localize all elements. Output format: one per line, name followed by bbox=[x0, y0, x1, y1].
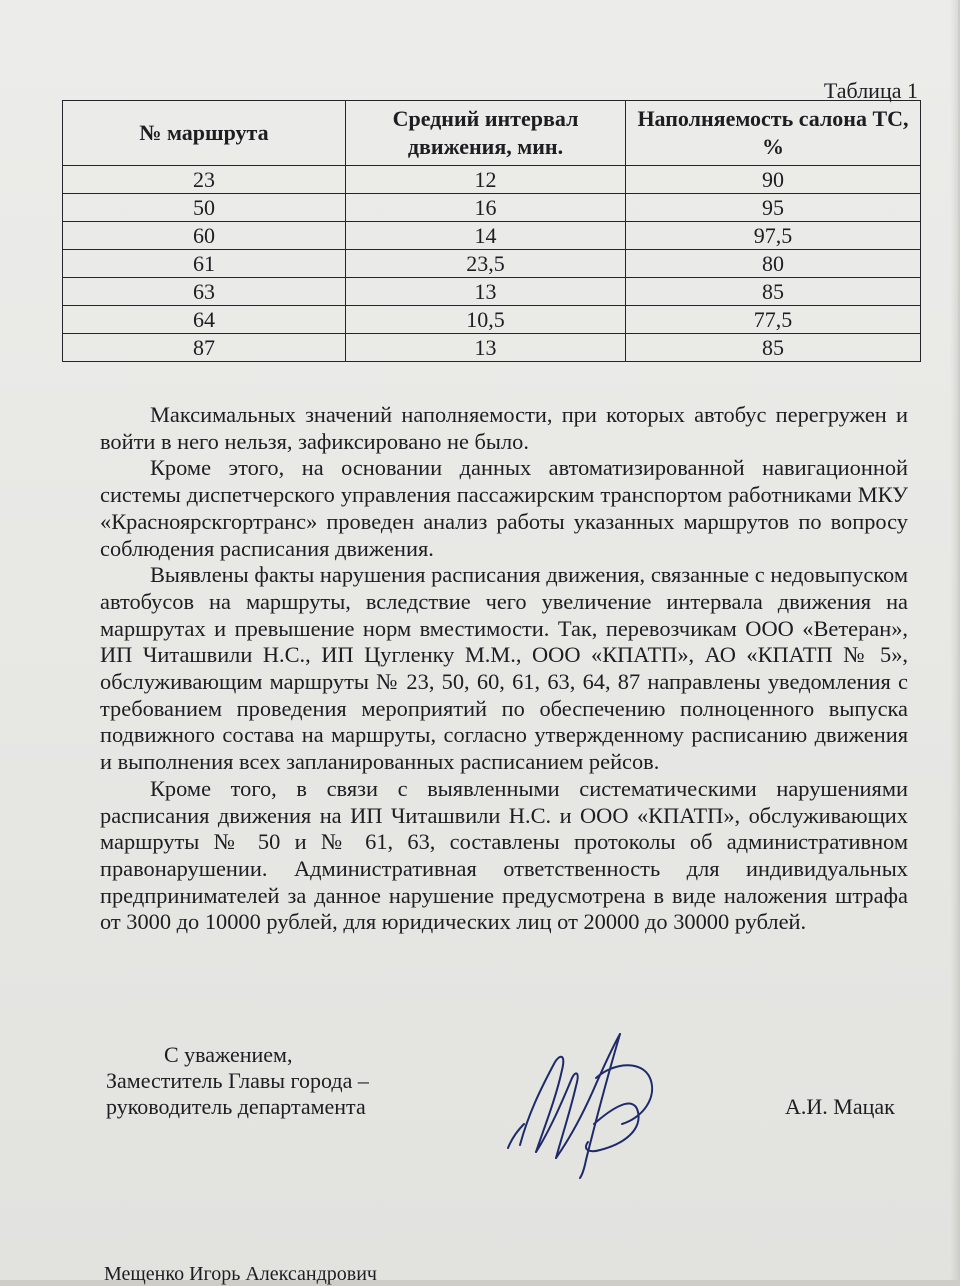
header-route-number: № маршрута bbox=[63, 101, 346, 166]
paragraph-analysis: Кроме этого, на основании данных автоматизированной навигационной системы диспетчерского управления пассажирским транспортом работниками МКУ «Красноярскгортранс» проведен анализ работы указанных маршрутов по вопросу соблюдения расписания движения. bbox=[100, 455, 908, 561]
cell-route: 63 bbox=[63, 278, 346, 306]
position-line-2: руководитель департамента bbox=[106, 1094, 366, 1119]
cell-interval: 16 bbox=[346, 194, 626, 222]
signature-stroke bbox=[520, 1057, 563, 1152]
executor-name: Мещенко Игорь Александрович bbox=[104, 1263, 377, 1285]
cell-route: 87 bbox=[63, 334, 346, 362]
signer-name: А.И. Мацак bbox=[785, 1094, 895, 1119]
table-row bbox=[63, 166, 921, 194]
paragraph-violations: Выявлены факты нарушения расписания движения, связанные с недовыпуском автобусов на маршруты, вследствие чего увеличение интервала движения на маршрутах и превышение норм вместимости. Так, перевозчикам ООО «Ветеран», ИП Читашвили Н.С., ИП Цугленку М.М., ООО «КПАТП», АО «КПАТП № 5», обслуживающим маршруты № 23, 50, 60, 61, 63, 64, 87 направлены уведомления с требованием проведения мероприятий по обеспечению полноценного выпуска подвижного состава на маршруты, согласно утвержденному расписанию движения и выполнения всех запланированных расписанием рейсов. bbox=[100, 562, 908, 775]
cell-occupancy: 90 bbox=[626, 166, 921, 194]
table-row bbox=[63, 222, 921, 250]
paragraph-occupancy-note: Максимальных значений наполняемости, при которых автобус перегружен и войти в него нельзя, зафиксировано не было. bbox=[100, 402, 908, 454]
cell-route: 50 bbox=[63, 194, 346, 222]
table-row bbox=[63, 278, 921, 306]
letter-body bbox=[100, 402, 908, 936]
cell-interval: 13 bbox=[346, 334, 626, 362]
table-row bbox=[63, 334, 921, 362]
position-line-1: Заместитель Главы города – bbox=[106, 1068, 369, 1093]
cell-interval: 23,5 bbox=[346, 250, 626, 278]
cell-interval: 10,5 bbox=[346, 306, 626, 334]
cell-interval: 14 bbox=[346, 222, 626, 250]
cell-occupancy: 85 bbox=[626, 334, 921, 362]
closing-greeting: С уважением, bbox=[164, 1042, 293, 1067]
table-row bbox=[63, 194, 921, 222]
cell-occupancy: 97,5 bbox=[626, 222, 921, 250]
handwritten-signature bbox=[500, 1020, 670, 1180]
cell-route: 64 bbox=[63, 306, 346, 334]
header-occupancy: Наполняемость салона ТС, % bbox=[626, 101, 921, 166]
cell-interval: 13 bbox=[346, 278, 626, 306]
header-average-interval: Средний интервал движения, мин. bbox=[346, 101, 626, 166]
closing-block bbox=[106, 1042, 369, 1120]
table-header-row bbox=[63, 101, 921, 166]
cell-route: 61 bbox=[63, 250, 346, 278]
table-row bbox=[63, 250, 921, 278]
route-table bbox=[62, 100, 921, 362]
cell-route: 60 bbox=[63, 222, 346, 250]
paragraph-protocols: Кроме того, в связи с выявленными систематическими нарушениями расписания движения на ИП Читашвили Н.С. и ООО «КПАТП», обслуживающих маршруты № 50 и № 61, 63, составлены протоколы об административном правонарушении. Административная ответственность для индивидуальных предпринимателей за данное нарушение предусмотрена в виде наложения штрафа от 3000 до 10000 рублей, для юридических лиц от 20000 до 30000 рублей. bbox=[100, 775, 908, 935]
table-caption: Таблица 1 bbox=[823, 78, 918, 103]
cell-occupancy: 85 bbox=[626, 278, 921, 306]
cell-occupancy: 95 bbox=[626, 194, 921, 222]
cell-occupancy: 77,5 bbox=[626, 306, 921, 334]
table-row bbox=[63, 306, 921, 334]
signature-stroke bbox=[556, 1034, 620, 1158]
cell-route: 23 bbox=[63, 166, 346, 194]
cell-interval: 12 bbox=[346, 166, 626, 194]
cell-occupancy: 80 bbox=[626, 250, 921, 278]
